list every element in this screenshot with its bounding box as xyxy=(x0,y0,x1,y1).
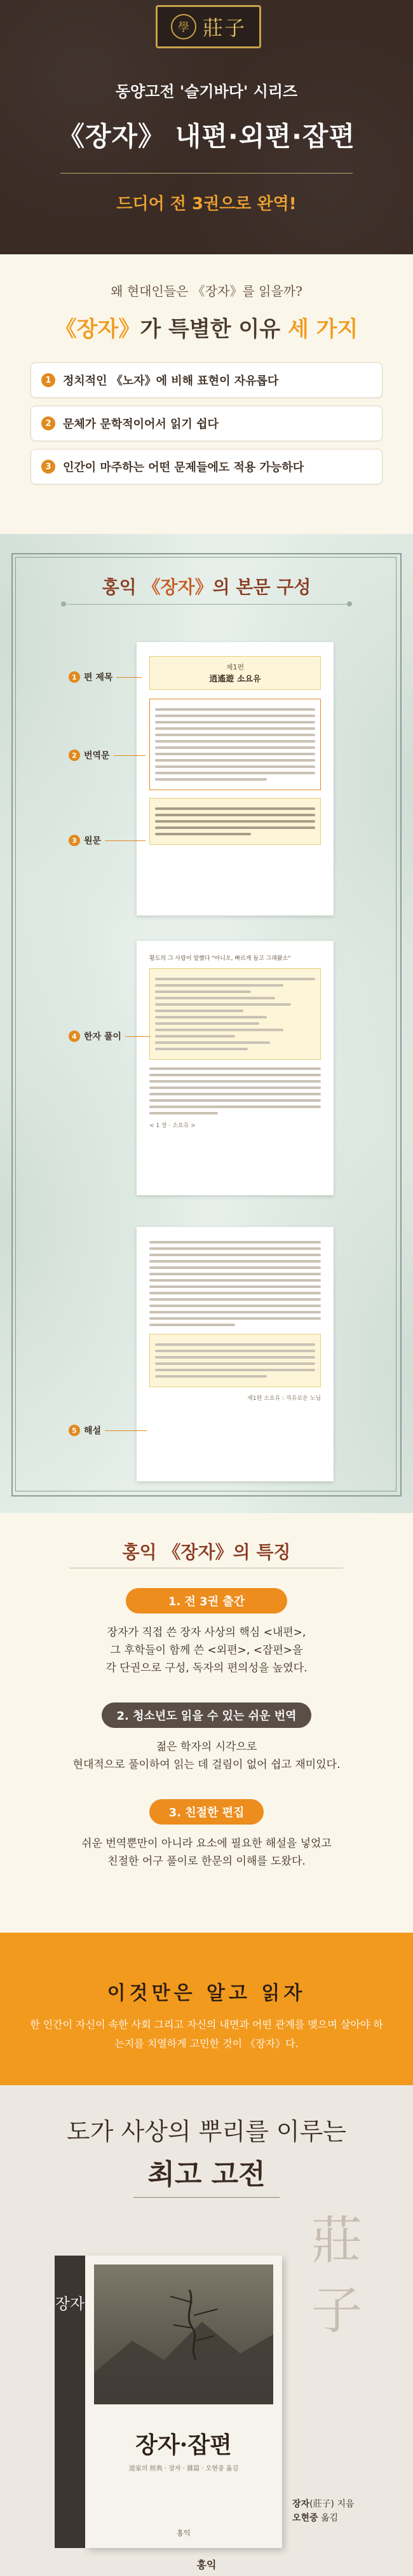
quote-title: 이것만은 알고 읽자 xyxy=(107,1982,306,2004)
author-hanja: (莊子) xyxy=(309,2499,334,2509)
page3-body xyxy=(149,1241,321,1326)
author-name: 장자 xyxy=(292,2499,310,2509)
chapter-title-box xyxy=(149,656,321,690)
book-title: 《장자》 내편·외편·잡편 xyxy=(57,121,356,152)
callout-number: 1 xyxy=(69,671,80,683)
number-badge: 3 xyxy=(41,460,55,474)
cover-painting xyxy=(94,2264,273,2404)
publisher-logo: 홍익 xyxy=(196,2559,217,2571)
feature-line: 쉬운 번역뿐만이 아니라 요소에 필요한 해설을 넣었고 xyxy=(81,1837,332,1850)
page3-foot: 제1편 소요유 : 자유로운 노님 xyxy=(247,1395,321,1402)
callout-line xyxy=(105,840,146,841)
seal-icon xyxy=(171,14,196,39)
sample-page-2 xyxy=(137,941,334,1195)
callout-line xyxy=(116,677,142,678)
structure-title-post: 의 본문 구성 xyxy=(212,577,311,598)
callout-line xyxy=(114,755,146,756)
feature-line: 그 후학들이 함께 쓴 <외편>, <잡편>을 xyxy=(110,1644,303,1657)
feature-desc xyxy=(0,1624,413,1677)
number-badge: 1 xyxy=(41,373,55,387)
callout-number: 5 xyxy=(69,1425,80,1436)
cover-subtitle: 道家의 經典 · 장자 · 雜篇 · 오현중 옮김 xyxy=(128,2465,239,2472)
feature-label: 3. 친절한 편집 xyxy=(149,1799,264,1825)
sample-page-1 xyxy=(137,642,334,915)
title-rule xyxy=(64,604,349,605)
callout-number: 3 xyxy=(69,835,80,846)
callout-original xyxy=(69,834,146,847)
feature-line: 친절한 어구 풀이로 한문의 이해를 도왔다. xyxy=(107,1855,306,1868)
feature-label: 2. 청소년도 읽을 수 있는 쉬운 번역 xyxy=(102,1702,311,1728)
callout-number: 4 xyxy=(69,1031,80,1042)
callout-label: 한자 풀이 xyxy=(84,1032,121,1042)
cover-publisher: 홍익 xyxy=(177,2529,191,2537)
background-hanja: 莊子 xyxy=(311,2211,362,2340)
landscape-icon xyxy=(94,2264,273,2404)
quote-section xyxy=(0,1933,413,2085)
divider xyxy=(60,173,353,174)
original-text-block xyxy=(149,798,321,845)
features-section xyxy=(0,1513,413,1933)
translation-block xyxy=(149,699,321,790)
series-name: 동양고전 '슬기바다' 시리즈 xyxy=(115,83,298,100)
feature-line: 젊은 학자의 시각으로 xyxy=(156,1741,257,1753)
reason-item xyxy=(30,406,383,441)
page2-body xyxy=(149,1067,321,1114)
why-heading-book: 《장자》 xyxy=(55,317,140,342)
book-section xyxy=(0,2085,413,2576)
chapter-number: 제1편 xyxy=(226,663,245,671)
callout-chapter-title xyxy=(69,671,142,683)
page2-quote: 황도의 그 사람이 말했다 "아니오, 빠르게 돕고 그래왔소" xyxy=(149,956,291,962)
hero-banner xyxy=(0,0,413,254)
author-role: 지음 xyxy=(334,2499,355,2509)
callout-label: 원문 xyxy=(84,836,102,846)
callout-line xyxy=(105,1430,147,1431)
structure-title-pre: 홍익 xyxy=(102,577,143,598)
callout-commentary xyxy=(69,1424,147,1437)
structure-title xyxy=(0,573,413,599)
cover-title: 장자·잡편 xyxy=(135,2432,232,2458)
book-credits xyxy=(292,2497,394,2525)
seal-char: 學 xyxy=(177,21,189,34)
translator-name: 오현중 xyxy=(292,2513,318,2523)
translator-role: 옮김 xyxy=(318,2513,339,2523)
page2-foot: < 1 장 · 소요유 > xyxy=(149,1123,196,1129)
why-heading xyxy=(0,312,413,343)
feature-line: 현대적으로 풀이하여 읽는 데 걸림이 없어 쉽고 재미있다. xyxy=(72,1758,341,1771)
book-spine xyxy=(55,2256,85,2548)
structure-title-book: 《장자》 xyxy=(142,577,213,598)
quote-text: 한 인간이 자신이 속한 사회 그리고 자신의 내면과 어떤 관계를 맺으며 살아야 하는지를 치열하게 고민한 것이 《장자》다. xyxy=(30,2018,383,2050)
book-cover xyxy=(85,2256,282,2548)
commentary-block xyxy=(149,1334,321,1387)
tagline: 드디어 전 3권으로 완역! xyxy=(116,195,297,214)
callout-translation xyxy=(69,749,146,762)
logo-hanja: 莊子 xyxy=(202,16,246,40)
book-headline-strong: 최고 고전 xyxy=(147,2158,266,2191)
rule-dot xyxy=(347,601,352,606)
number-badge: 2 xyxy=(41,416,55,430)
rule-dot xyxy=(61,601,66,606)
chapter-name: 逍遙遊 소요유 xyxy=(209,675,261,684)
translator-credit xyxy=(292,2511,394,2525)
series-logo xyxy=(156,5,261,48)
feature-label: 1. 전 3권 출간 xyxy=(126,1588,287,1613)
callout-label: 번역문 xyxy=(84,751,110,761)
callout-hanja xyxy=(69,1030,151,1043)
spine-title: 장자 xyxy=(55,2295,85,2313)
reason-list xyxy=(30,362,383,492)
why-heading-rest: 가 특별한 이유 xyxy=(140,317,288,342)
reason-item xyxy=(30,449,383,484)
feature-desc xyxy=(0,1835,413,1870)
callout-number: 2 xyxy=(69,750,80,761)
reason-text: 인간이 마주하는 어떤 문제들에도 적용 가능하다 xyxy=(63,461,304,474)
features-title-pre: 홍익 xyxy=(122,1542,163,1563)
feature-line: 각 단권으로 구성, 독자의 편의성을 높였다. xyxy=(105,1662,308,1675)
reason-text: 문체가 문학적이어서 읽기 쉽다 xyxy=(63,418,219,431)
feature-item xyxy=(0,1588,413,1677)
callout-line xyxy=(125,1036,151,1037)
feature-desc xyxy=(0,1738,413,1774)
structure-section xyxy=(0,534,413,1513)
why-question: 왜 현대인들은 《장자》를 읽을까? xyxy=(111,284,302,299)
features-title-book: 《장자》 xyxy=(163,1542,233,1563)
why-section xyxy=(0,254,413,534)
feature-item xyxy=(0,1702,413,1774)
reason-text: 정치적인 《노자》에 비해 표현이 자유롭다 xyxy=(63,374,279,388)
why-heading-strong: 세 가지 xyxy=(287,317,358,342)
features-title xyxy=(0,1538,413,1564)
book-headline: 도가 사상의 뿌리를 이루는 xyxy=(66,2118,347,2146)
sample-page-3 xyxy=(137,1227,334,1481)
author-credit xyxy=(292,2497,394,2511)
callout-label: 편 제목 xyxy=(84,673,113,683)
features-title-post: 의 특징 xyxy=(233,1542,291,1563)
feature-line: 장자가 직접 쓴 장자 사상의 핵심 <내편>, xyxy=(107,1626,306,1639)
reason-item xyxy=(30,362,383,398)
callout-label: 해설 xyxy=(84,1426,102,1436)
feature-item xyxy=(0,1799,413,1870)
book-rule xyxy=(133,2197,280,2198)
hanja-gloss-block xyxy=(149,968,321,1060)
